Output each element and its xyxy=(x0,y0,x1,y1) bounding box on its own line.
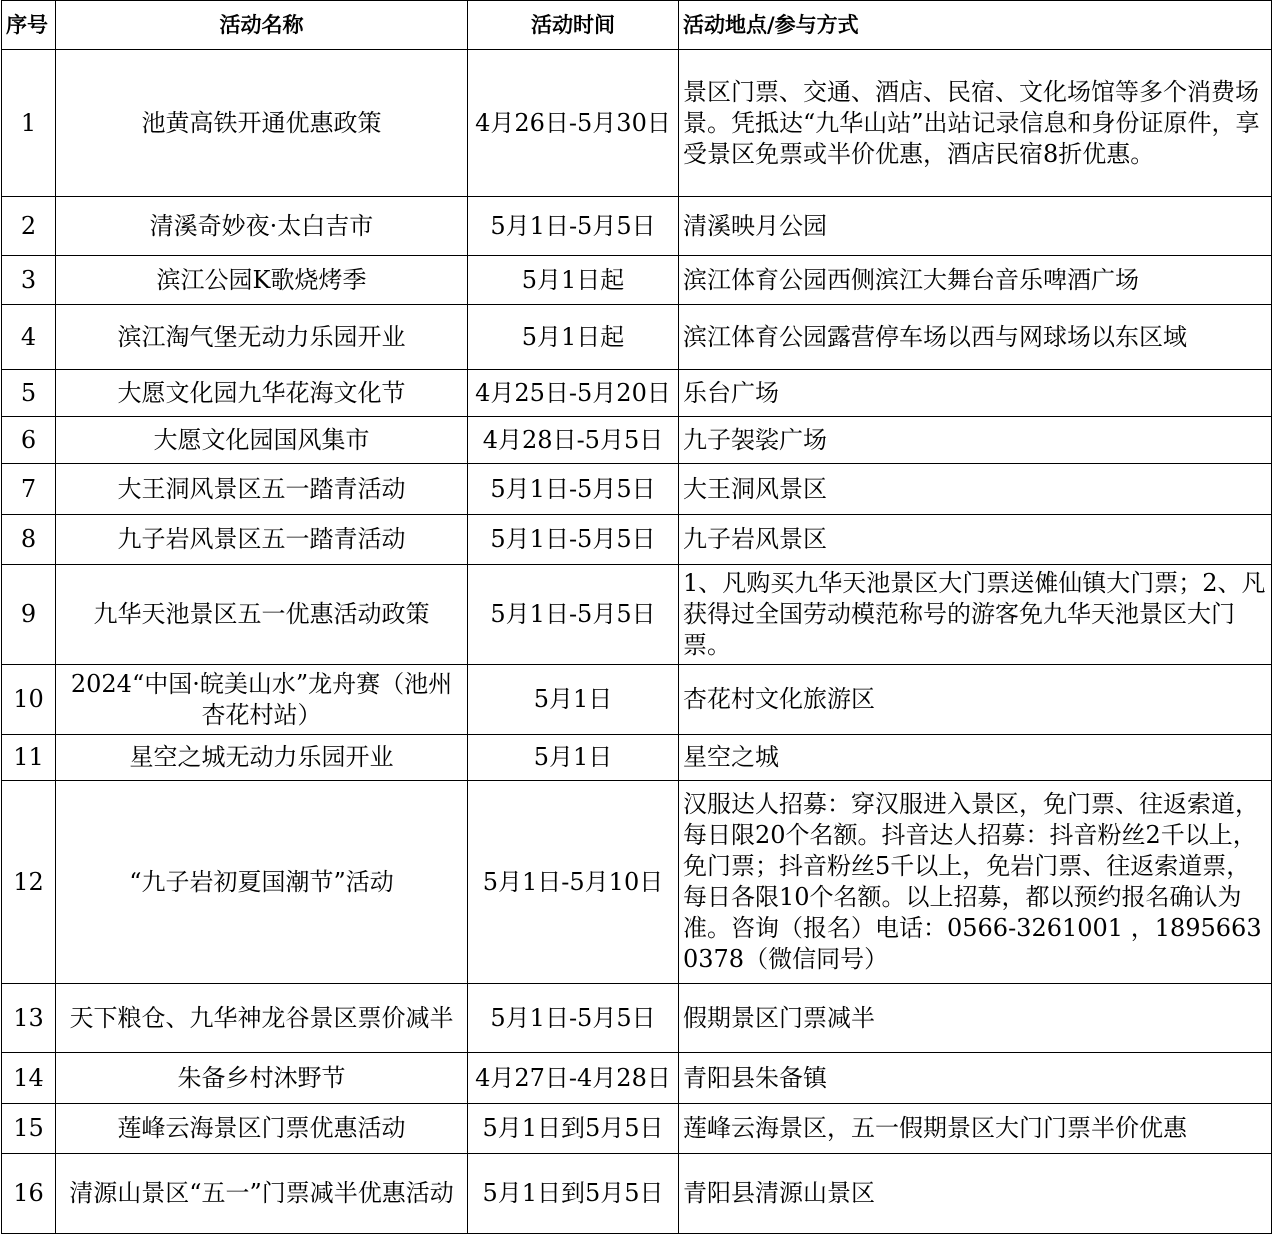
events-table xyxy=(1,0,1272,1234)
row-place: 1、凡购买九华天池景区大门票送傩仙镇大门票；2、凡获得过全国劳动模范称号的游客免九华天池景区大门票。 xyxy=(679,565,1272,665)
table-row xyxy=(2,1053,1272,1104)
row-place: 乐台广场 xyxy=(679,370,1272,417)
row-place: 滨江体育公园露营停车场以西与网球场以东区域 xyxy=(679,305,1272,370)
row-time: 5月1日起 xyxy=(468,305,679,370)
row-name: 大愿文化园九华花海文化节 xyxy=(56,370,468,417)
row-name: 滨江淘气堡无动力乐园开业 xyxy=(56,305,468,370)
row-index: 11 xyxy=(2,735,56,781)
table-row xyxy=(2,665,1272,735)
row-time: 5月1日到5月5日 xyxy=(468,1154,679,1234)
table-row xyxy=(2,256,1272,305)
row-name: 池黄高铁开通优惠政策 xyxy=(56,50,468,197)
row-place: 假期景区门票减半 xyxy=(679,984,1272,1053)
row-index: 3 xyxy=(2,256,56,305)
row-index: 15 xyxy=(2,1104,56,1154)
table-row xyxy=(2,565,1272,665)
row-time: 5月1日-5月5日 xyxy=(468,565,679,665)
row-name: 滨江公园K歌烧烤季 xyxy=(56,256,468,305)
header-place: 活动地点/参与方式 xyxy=(679,1,1272,50)
row-name: 九华天池景区五一优惠活动政策 xyxy=(56,565,468,665)
row-index: 14 xyxy=(2,1053,56,1104)
table-row xyxy=(2,197,1272,256)
row-index: 4 xyxy=(2,305,56,370)
table-row xyxy=(2,984,1272,1053)
table-row xyxy=(2,370,1272,417)
row-time: 5月1日 xyxy=(468,665,679,735)
table-row xyxy=(2,417,1272,464)
row-name: 九子岩风景区五一踏青活动 xyxy=(56,515,468,565)
row-place: 景区门票、交通、酒店、民宿、文化场馆等多个消费场景。凭抵达“九华山站”出站记录信息和身份证原件，享受景区免票或半价优惠，酒店民宿8折优惠。 xyxy=(679,50,1272,197)
row-time: 5月1日-5月5日 xyxy=(468,984,679,1053)
row-place: 九子岩风景区 xyxy=(679,515,1272,565)
row-index: 1 xyxy=(2,50,56,197)
header-index: 序号 xyxy=(2,1,56,50)
row-place: 星空之城 xyxy=(679,735,1272,781)
row-place: 滨江体育公园西侧滨江大舞台音乐啤酒广场 xyxy=(679,256,1272,305)
row-place: 清溪映月公园 xyxy=(679,197,1272,256)
table-row xyxy=(2,50,1272,197)
row-time: 5月1日-5月10日 xyxy=(468,781,679,984)
row-name: 星空之城无动力乐园开业 xyxy=(56,735,468,781)
table-row xyxy=(2,735,1272,781)
row-time: 4月27日-4月28日 xyxy=(468,1053,679,1104)
row-name: “九子岩初夏国潮节”活动 xyxy=(56,781,468,984)
row-index: 5 xyxy=(2,370,56,417)
row-place: 杏花村文化旅游区 xyxy=(679,665,1272,735)
header-row xyxy=(2,1,1272,50)
row-name: 2024“中国·皖美山水”龙舟赛（池州杏花村站） xyxy=(56,665,468,735)
row-time: 5月1日 xyxy=(468,735,679,781)
row-time: 5月1日-5月5日 xyxy=(468,464,679,515)
row-index: 13 xyxy=(2,984,56,1053)
row-place: 九子袈裟广场 xyxy=(679,417,1272,464)
row-time: 5月1日-5月5日 xyxy=(468,515,679,565)
row-index: 16 xyxy=(2,1154,56,1234)
row-time: 5月1日-5月5日 xyxy=(468,197,679,256)
row-index: 9 xyxy=(2,565,56,665)
header-name: 活动名称 xyxy=(56,1,468,50)
row-name: 朱备乡村沐野节 xyxy=(56,1053,468,1104)
row-name: 清源山景区“五一”门票减半优惠活动 xyxy=(56,1154,468,1234)
table-row xyxy=(2,1104,1272,1154)
row-time: 5月1日起 xyxy=(468,256,679,305)
row-name: 莲峰云海景区门票优惠活动 xyxy=(56,1104,468,1154)
table-row xyxy=(2,781,1272,984)
row-index: 8 xyxy=(2,515,56,565)
row-time: 4月25日-5月20日 xyxy=(468,370,679,417)
row-place: 大王洞风景区 xyxy=(679,464,1272,515)
row-time: 4月28日-5月5日 xyxy=(468,417,679,464)
row-time: 4月26日-5月30日 xyxy=(468,50,679,197)
row-name: 清溪奇妙夜·太白吉市 xyxy=(56,197,468,256)
table-row xyxy=(2,464,1272,515)
row-name: 大愿文化园国风集市 xyxy=(56,417,468,464)
header-time: 活动时间 xyxy=(468,1,679,50)
table-row xyxy=(2,1154,1272,1234)
table-row xyxy=(2,515,1272,565)
row-place: 青阳县清源山景区 xyxy=(679,1154,1272,1234)
row-index: 10 xyxy=(2,665,56,735)
row-place: 莲峰云海景区，五一假期景区大门门票半价优惠 xyxy=(679,1104,1272,1154)
row-index: 2 xyxy=(2,197,56,256)
row-time: 5月1日到5月5日 xyxy=(468,1104,679,1154)
row-place: 汉服达人招募：穿汉服进入景区，免门票、往返索道，每日限20个名额。抖音达人招募：抖音粉丝2千以上，免门票；抖音粉丝5千以上，免岩门票、往返索道票，每日各限10个名额。以上招募，都以预约报名确认为准。咨询（报名）电话：0566-3261001 ，18956630378（微信同号） xyxy=(679,781,1272,984)
row-place: 青阳县朱备镇 xyxy=(679,1053,1272,1104)
row-index: 7 xyxy=(2,464,56,515)
row-index: 6 xyxy=(2,417,56,464)
table-row xyxy=(2,305,1272,370)
row-index: 12 xyxy=(2,781,56,984)
row-name: 天下粮仓、九华神龙谷景区票价减半 xyxy=(56,984,468,1053)
row-name: 大王洞风景区五一踏青活动 xyxy=(56,464,468,515)
